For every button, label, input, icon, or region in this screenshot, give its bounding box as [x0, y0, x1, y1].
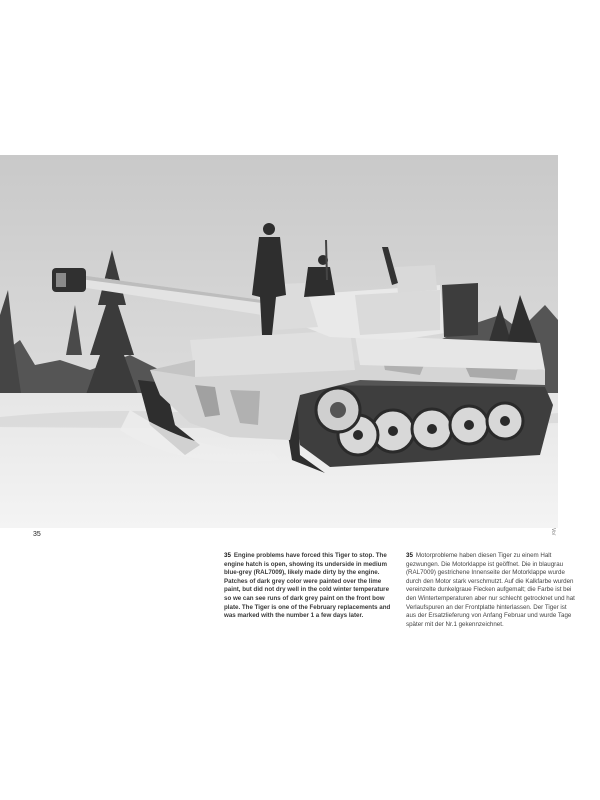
caption-german	[406, 552, 576, 629]
caption-number: 35	[406, 552, 413, 559]
caption-text: Engine problems have forced this Tiger to stop. The engine hatch is open, showing its underside in medium blue-grey (RAL7009), likely made dirty by the engine. Patches of dark grey color were painted over the lime paint, but did not dry well in the cold winter temperature so we can see runs of dark grey paint on the front bow plate. The Tiger is one of the February replacements and was marked with the number 1 a few days later.	[224, 552, 391, 620]
caption-text: Motorprobleme haben diesen Tiger zu einem Halt gezwungen. Die Motorklappe ist geöffnet. Die in blaugrau (RAL7009) gestrichene Innenseite der Motorklappe wurde durch den Motor stark verschmutzt. Auf die Kalkfarbe wurden vereinzelte dunkelgraue Flecken aufgemalt; die Farbe ist bei den Wintertemperaturen aber nur schlecht getrocknet und hat Verlaufspuren an der Frontplatte hinterlassen. Der Tiger ist aus der Ersatzlieferung von Anfang Februar und wurde Tage später mit der Nr.1 gekennzeichnet.	[406, 552, 575, 628]
side-credit: Vo/	[550, 528, 556, 536]
page-number: 35	[33, 531, 41, 538]
caption-english	[224, 552, 394, 621]
tiger-tank-in-snow-photo	[0, 155, 558, 528]
caption-number: 35	[224, 552, 231, 559]
